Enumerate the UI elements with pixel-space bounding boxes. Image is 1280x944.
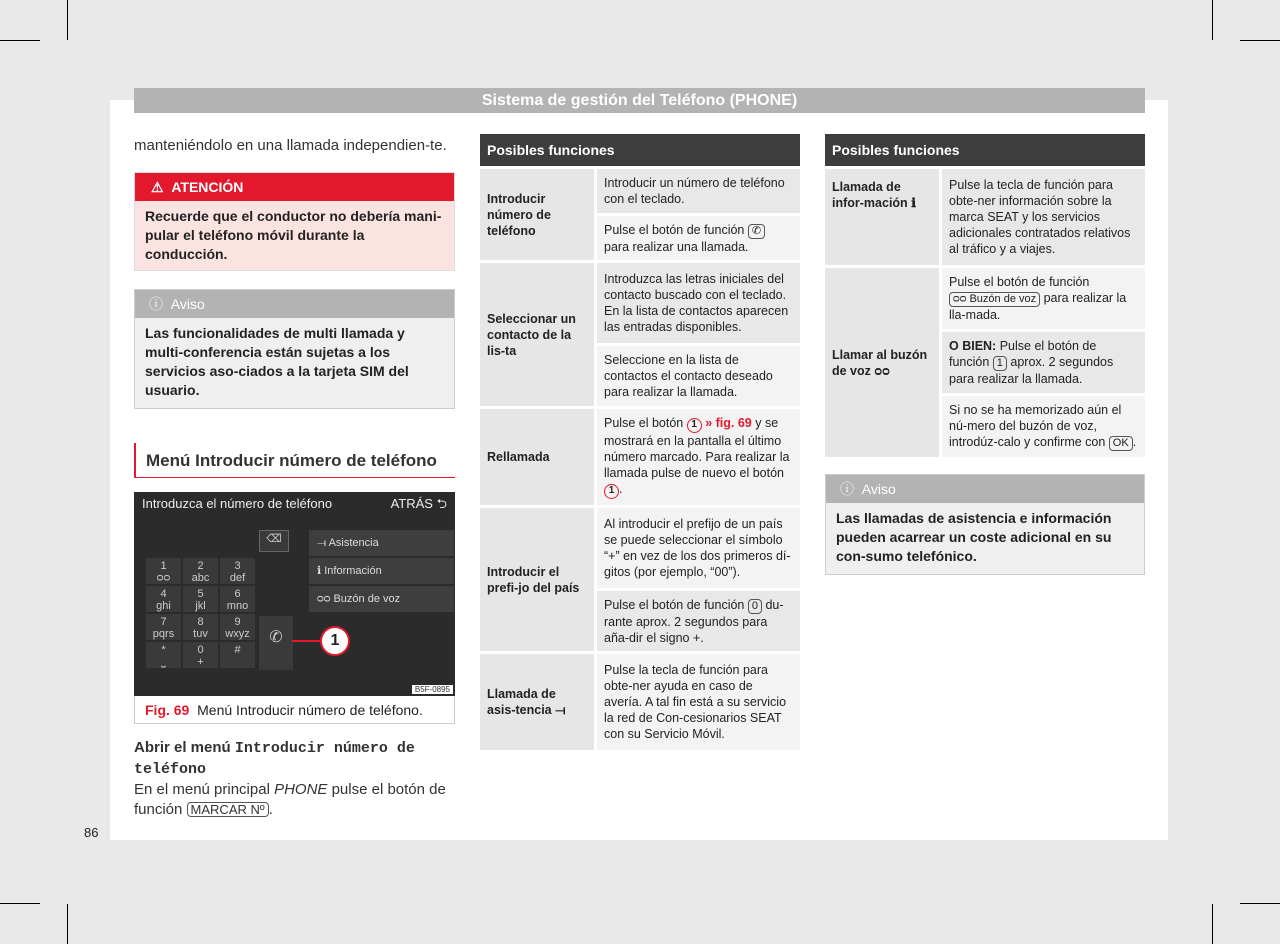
table-header: Posibles funciones	[825, 134, 1145, 166]
keypad-key: * ⎵	[146, 642, 181, 668]
keypad-key: 4 ghi	[146, 586, 181, 612]
info-icon: ℹ	[911, 196, 916, 210]
backspace-icon: ⌫	[259, 530, 289, 552]
back-button: ATRÁS ⮌	[390, 496, 447, 511]
subheading: Abrir el menú Introducir número de teléfono	[134, 739, 415, 778]
keypad-key: 5 jkl	[183, 586, 218, 612]
figure-screen	[134, 492, 455, 696]
row-key: Introducir número de teléfono	[480, 169, 594, 260]
keypad-key: #	[220, 642, 255, 668]
row-key: Rellamada	[480, 409, 594, 505]
row-value: Introducir un número de teléfono con el teclado.	[597, 169, 800, 213]
keypad-key: 7 pqrs	[146, 614, 181, 640]
row-value: Al introducir el prefijo de un país se puede seleccionar el símbolo “+” en vez de los dos primeros dí-gitos (por ejemplo, “00”).	[597, 508, 800, 588]
row-key: Llamada de infor-mación ℹ	[825, 169, 939, 265]
page-number: 86	[84, 825, 99, 840]
phone-icon: ✆	[748, 224, 765, 239]
screen-title: Introduzca el número de teléfono	[142, 496, 333, 511]
table-header: Posibles funciones	[480, 134, 800, 166]
keypad-key: 9 wxyz	[220, 614, 255, 640]
callout-1: 1	[320, 626, 350, 656]
row-value: Pulse el botón 1 » fig. 69 y se mostrará en la pantalla el último número marcado. Para realizar la llamada pulse de nuevo el botón 1 .	[597, 409, 800, 505]
notice-title: Aviso	[861, 481, 896, 497]
notice-text: Las llamadas de asistencia e información pueden acarrear un coste adicional en su con-sumo telefónico.	[826, 503, 1144, 574]
functions-table	[477, 131, 803, 753]
row-value: Pulse la tecla de función para obte-ner información sobre la marca SEAT y los servicios adicionales contratados relativos al tráfico y a viajes.	[942, 169, 1145, 265]
warning-icon: ⚠	[151, 179, 164, 195]
intro-text: manteniéndolo en una llamada independien-te.	[134, 137, 447, 154]
info-button: ℹ Información	[309, 558, 454, 584]
info-icon: ⓘ	[149, 296, 163, 312]
figure-code: B5F-0895	[412, 685, 453, 694]
keypad-key: 2 abc	[183, 558, 218, 584]
functions-table-2	[822, 131, 1148, 460]
notice-text: Las funcionalidades de multi llamada y multi-conferencia están sujetas a los servicios aso-ciados a la tarjeta SIM del usuario.	[135, 318, 454, 408]
assist-button: ⟞ Asistencia	[309, 530, 454, 556]
page-header: Sistema de gestión del Teléfono (PHONE)	[134, 88, 1145, 113]
row-value: Pulse el botón de función ✆ para realizar una llamada.	[597, 216, 800, 260]
section-title: Menú Introducir número de teléfono	[134, 443, 455, 478]
row-key: Introducir el prefi-jo del país	[480, 508, 594, 651]
info-icon: ⓘ	[840, 481, 854, 497]
wrench-icon: ⟞	[555, 703, 566, 717]
keypad-key: 8 tuv	[183, 614, 218, 640]
notice-box-2	[825, 474, 1145, 575]
warning-box	[134, 172, 455, 271]
row-value: Seleccione en la lista de contactos el contacto deseado para realizar la llamada.	[597, 346, 800, 406]
call-icon: ✆	[259, 616, 293, 670]
row-value: Introduzca las letras iniciales del contacto buscado con el teclado. En la lista de contactos aparecen las entradas disponibles.	[597, 263, 800, 343]
keypad-key: 3 def	[220, 558, 255, 584]
keypad-key: 6 mno	[220, 586, 255, 612]
notice-box	[134, 289, 455, 409]
notice-title: Aviso	[170, 296, 205, 312]
warning-title: ATENCIÓN	[171, 179, 244, 195]
row-value: O BIEN: Pulse el botón de función 1 aprox. 2 segundos para realizar la llamada.	[942, 332, 1145, 393]
row-key: Llamada de asis-tencia ⟞	[480, 654, 594, 750]
figure-caption: Fig. 69 Menú Introducir número de teléfono.	[134, 696, 455, 724]
keypad-key: 0 +	[183, 642, 218, 668]
row-value: Pulse la tecla de función para obte-ner ayuda en caso de avería. A tal fin está a su servicio la red de Con-cesionarios SEAT con su Servicio Móvil.	[597, 654, 800, 750]
row-value: Pulse el botón de función 0 du-rante aprox. 2 segundos para aña-dir el signo +.	[597, 591, 800, 651]
row-key: Llamar al buzón de voz ᴑᴑ	[825, 268, 939, 457]
row-value: Si no se ha memorizado aún el nú-mero del buzón de voz, introdúz-calo y confirme con OK .	[942, 396, 1145, 457]
row-key: Seleccionar un contacto de la lis-ta	[480, 263, 594, 406]
row-value: Pulse el botón de función ᴑᴑ Buzón de voz para realizar la lla-mada.	[942, 268, 1145, 329]
instructions: En el menú principal PHONE pulse el botón de función MARCAR Nº .	[134, 781, 446, 818]
keypad-key: 1 ᴑᴑ	[146, 558, 181, 584]
voicemail-button: ᴑᴑ Buzón de voz	[309, 586, 454, 612]
warning-text: Recuerde que el conductor no debería mani-pular el teléfono móvil durante la conducción.	[135, 201, 454, 270]
voicemail-icon: ᴑᴑ	[874, 363, 890, 378]
